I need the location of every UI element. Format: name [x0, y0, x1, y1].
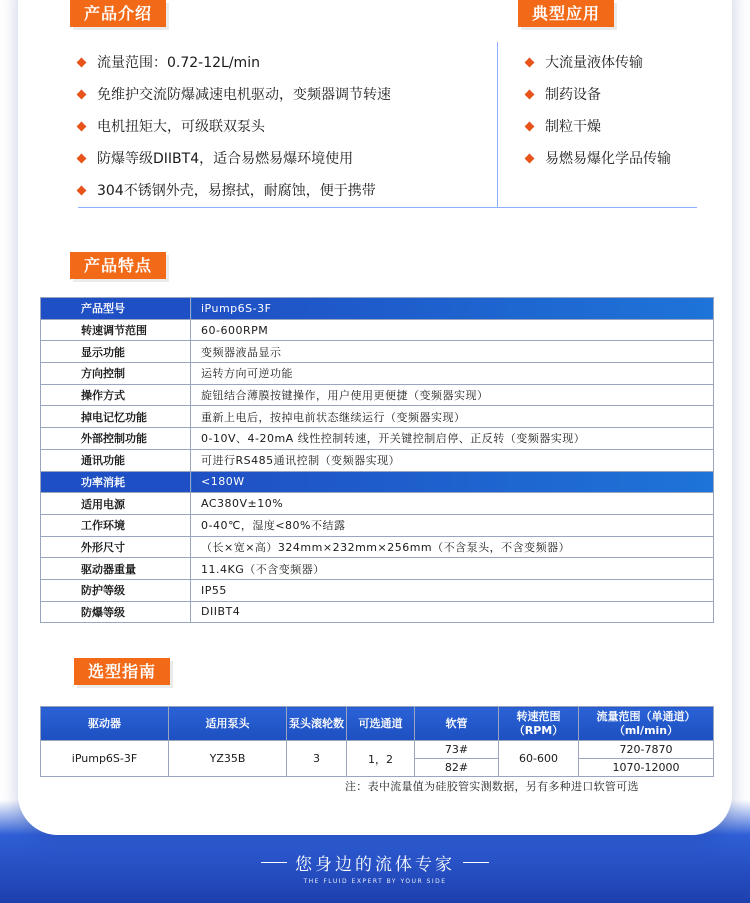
application-item: [526, 50, 671, 74]
footer-slogan: 您身边的流体专家: [295, 855, 455, 875]
footer-tagline: THE FLUID EXPERT BY YOUR SIDE: [303, 878, 447, 885]
spec-row: [41, 363, 714, 385]
footer-slogan-row: [0, 850, 750, 875]
spec-row: [41, 514, 714, 536]
intro-item: [78, 82, 391, 106]
spec-row: [41, 471, 714, 493]
header-driver: 驱动器: [41, 707, 169, 741]
footer: [0, 850, 750, 885]
spec-value: <180W: [191, 471, 714, 493]
table-row: [41, 741, 714, 759]
spec-label: 掉电记忆功能: [41, 406, 191, 428]
spec-value: iPump6S-3F: [191, 298, 714, 320]
diamond-bullet-icon: [77, 121, 87, 131]
spec-label: 操作方式: [41, 384, 191, 406]
spec-value: 运转方向可逆功能: [191, 363, 714, 385]
intro-item-text: 电机扭矩大，可级联双泵头: [97, 119, 265, 135]
applications-underline: [497, 207, 697, 208]
application-item-text: 易燃易爆化学品传输: [545, 151, 671, 167]
cell-rollers: 3: [287, 741, 347, 777]
intro-item: [78, 178, 391, 202]
header-rpm: 转速范围（RPM）: [499, 707, 579, 741]
spec-label: 工作环境: [41, 514, 191, 536]
spec-label: 产品型号: [41, 298, 191, 320]
cell-pump-head: YZ35B: [169, 741, 287, 777]
intro-item: [78, 146, 391, 170]
application-item-text: 制粒干燥: [545, 119, 601, 135]
applications-heading: 典型应用: [518, 0, 614, 27]
spec-row: [41, 493, 714, 515]
cell-tube: 73#: [415, 741, 499, 759]
spec-label: 通讯功能: [41, 449, 191, 471]
cell-driver: iPump6S-3F: [41, 741, 169, 777]
spec-label: 防爆等级: [41, 601, 191, 623]
cell-tube: 82#: [415, 759, 499, 777]
spec-label: 转速调节范围: [41, 319, 191, 341]
spec-row: [41, 298, 714, 320]
spec-row: [41, 341, 714, 363]
selection-table: [40, 706, 714, 777]
application-item: [526, 114, 671, 138]
cell-channels: 1，2: [347, 741, 415, 777]
application-item-text: 大流量液体传输: [545, 55, 643, 71]
spec-label: 功率消耗: [41, 471, 191, 493]
selection-header-row: [41, 707, 714, 741]
spec-label: 方向控制: [41, 363, 191, 385]
diamond-bullet-icon: [525, 89, 535, 99]
intro-item-text: 免维护交流防爆减速电机驱动，变频器调节转速: [97, 87, 391, 103]
table-note: 注：表中流量值为硅胶管实测数据，另有多种进口软管可选: [345, 780, 639, 793]
spec-row: [41, 449, 714, 471]
spec-row: [41, 579, 714, 601]
spec-row: [41, 406, 714, 428]
cell-rpm: 60-600: [499, 741, 579, 777]
spec-value: 11.4KG（不含变频器）: [191, 558, 714, 580]
application-item-text: 制药设备: [545, 87, 601, 103]
spec-label: 外形尺寸: [41, 536, 191, 558]
intro-heading: 产品介绍: [70, 0, 166, 27]
diamond-bullet-icon: [77, 57, 87, 67]
diamond-bullet-icon: [77, 89, 87, 99]
spec-value: 旋钮结合薄膜按键操作，用户使用更便捷（变频器实现）: [191, 384, 714, 406]
header-rollers: 泵头滚轮数: [287, 707, 347, 741]
diamond-bullet-icon: [77, 153, 87, 163]
diamond-bullet-icon: [525, 153, 535, 163]
spec-label: 驱动器重量: [41, 558, 191, 580]
header-flow: 流量范围（单通道）（ml/min）: [579, 707, 714, 741]
spec-table: [40, 297, 714, 623]
application-item: [526, 146, 671, 170]
spec-row: [41, 601, 714, 623]
intro-item-text: 304不锈钢外壳，易擦拭，耐腐蚀，便于携带: [97, 183, 376, 199]
spec-value: 可进行RS485通讯控制（变频器实现）: [191, 449, 714, 471]
intro-item-text: 流量范围：0.72-12L/min: [97, 55, 260, 71]
guide-heading: 选型指南: [74, 658, 170, 685]
intro-item-text: 防爆等级DIIBT4，适合易燃易爆环境使用: [97, 151, 354, 167]
spec-label: 适用电源: [41, 493, 191, 515]
spec-value: （长×宽×高）324mm×232mm×256mm（不含泵头，不含变频器）: [191, 536, 714, 558]
intro-underline: [78, 207, 498, 208]
spec-label: 外部控制功能: [41, 428, 191, 450]
diamond-bullet-icon: [77, 185, 87, 195]
intro-list: [78, 50, 391, 210]
spec-row: [41, 319, 714, 341]
features-heading: 产品特点: [70, 252, 166, 279]
intro-item: [78, 114, 391, 138]
intro-item: [78, 50, 391, 74]
diamond-bullet-icon: [525, 57, 535, 67]
spec-row: [41, 558, 714, 580]
cell-flow: 1070-12000: [579, 759, 714, 777]
spec-label: 防护等级: [41, 579, 191, 601]
spec-value: 0-40℃，湿度<80%不结露: [191, 514, 714, 536]
footer-line-left: [261, 862, 287, 863]
spec-row: [41, 384, 714, 406]
cell-flow: 720-7870: [579, 741, 714, 759]
applications-list: [526, 50, 671, 178]
footer-line-right: [463, 862, 489, 863]
header-tube: 软管: [415, 707, 499, 741]
header-channels: 可选通道: [347, 707, 415, 741]
spec-value: 0-10V、4-20mA 线性控制转速，开关键控制启停、正反转（变频器实现）: [191, 428, 714, 450]
spec-value: DIIBT4: [191, 601, 714, 623]
spec-value: 重新上电后，按掉电前状态继续运行（变频器实现）: [191, 406, 714, 428]
spec-row: [41, 536, 714, 558]
application-item: [526, 82, 671, 106]
spec-label: 显示功能: [41, 341, 191, 363]
spec-value: IP55: [191, 579, 714, 601]
spec-value: AC380V±10%: [191, 493, 714, 515]
spec-row: [41, 428, 714, 450]
diamond-bullet-icon: [525, 121, 535, 131]
spec-value: 60-600RPM: [191, 319, 714, 341]
header-pump-head: 适用泵头: [169, 707, 287, 741]
section-divider: [497, 42, 498, 207]
spec-value: 变频器液晶显示: [191, 341, 714, 363]
